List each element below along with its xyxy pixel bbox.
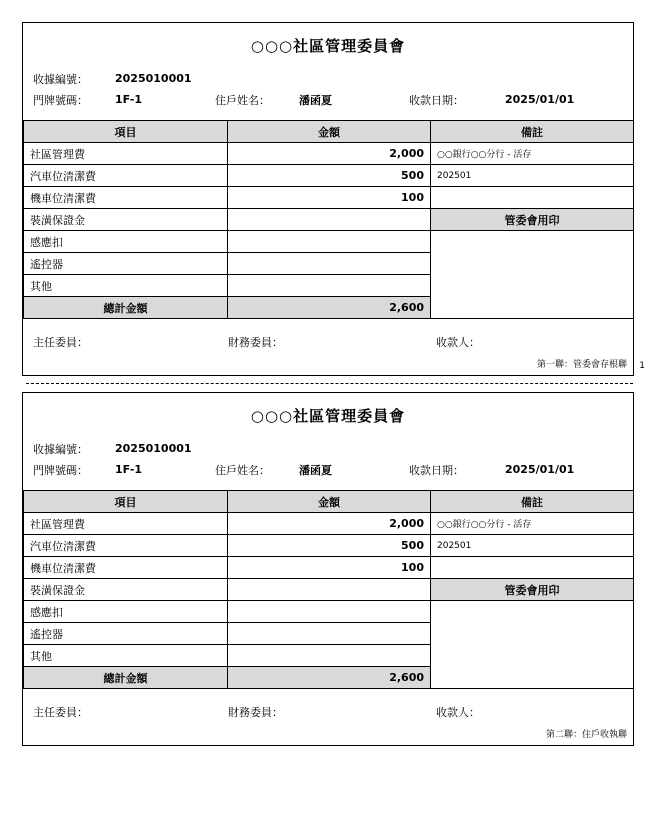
receipt-meta-block [23, 68, 633, 120]
chair-signature-label: 主任委員： [33, 706, 88, 719]
col-header-item: 項目 [24, 491, 228, 513]
total-label: 總計金額 [24, 667, 228, 689]
note-bank: ○○銀行○○分行 - 活存 [431, 513, 634, 535]
door-value: 1F-1 [115, 463, 143, 476]
table-row [24, 143, 634, 165]
meta-row-door-resident-date [23, 459, 633, 480]
door-label: 門牌號碼： [33, 93, 88, 107]
item-label: 感應扣 [24, 231, 228, 253]
resident-value: 潘函夏 [299, 93, 332, 107]
item-label: 裝潢保證金 [24, 579, 228, 601]
resident-value: 潘函夏 [299, 463, 332, 477]
note-empty [431, 187, 634, 209]
note-bank: ○○銀行○○分行 - 活存 [431, 143, 634, 165]
table-row [24, 231, 634, 253]
table-row [24, 557, 634, 579]
table-header-row [24, 121, 634, 143]
col-header-item: 項目 [24, 121, 228, 143]
meta-row-receipt-no [23, 438, 633, 459]
stamp-area [431, 231, 634, 319]
item-amount [228, 579, 431, 601]
item-amount [228, 601, 431, 623]
resident-label: 住戶姓名： [215, 463, 270, 477]
receipt-title: ○○○社區管理委員會 [250, 407, 406, 425]
item-amount: 500 [228, 165, 431, 187]
item-amount: 100 [228, 187, 431, 209]
date-value: 2025/01/01 [505, 463, 575, 476]
copy-label: 第二聯：住戶收執聯 [545, 730, 627, 740]
col-header-note: 備註 [431, 121, 634, 143]
item-label: 社區管理費 [24, 143, 228, 165]
item-amount: 2,000 [228, 513, 431, 535]
col-header-note: 備註 [431, 491, 634, 513]
item-amount [228, 253, 431, 275]
table-row [24, 535, 634, 557]
date-label: 收款日期： [409, 93, 464, 107]
cut-line-divider [22, 376, 635, 392]
resident-label: 住戶姓名： [215, 93, 270, 107]
meta-row-receipt-no [23, 68, 633, 89]
date-value: 2025/01/01 [505, 93, 575, 106]
meta-row-door-resident-date [23, 89, 633, 110]
item-amount [228, 623, 431, 645]
item-label: 其他 [24, 645, 228, 667]
item-label: 機車位清潔費 [24, 557, 228, 579]
fee-table [23, 120, 634, 319]
item-label: 感應扣 [24, 601, 228, 623]
total-label: 總計金額 [24, 297, 228, 319]
stamp-area [431, 601, 634, 689]
table-row [24, 579, 634, 601]
item-label: 其他 [24, 275, 228, 297]
item-label: 汽車位清潔費 [24, 165, 228, 187]
table-header-row [24, 491, 634, 513]
receipt-copy-2 [22, 392, 634, 746]
note-period: 202501 [431, 535, 634, 557]
receipt-no-value: 2025010001 [115, 442, 192, 455]
door-label: 門牌號碼： [33, 463, 88, 477]
item-amount [228, 231, 431, 253]
finance-signature-label: 財務委員： [228, 706, 283, 719]
receipt-meta-block [23, 438, 633, 490]
stamp-header: 管委會用印 [431, 579, 634, 601]
receiver-signature-label: 收款人： [436, 706, 480, 719]
item-label: 裝潢保證金 [24, 209, 228, 231]
col-header-amount: 金額 [228, 121, 431, 143]
col-header-amount: 金額 [228, 491, 431, 513]
item-amount: 100 [228, 557, 431, 579]
chair-signature-label: 主任委員： [33, 336, 88, 349]
item-amount: 2,000 [228, 143, 431, 165]
receipt-title: ○○○社區管理委員會 [250, 37, 406, 55]
fee-table [23, 490, 634, 689]
note-empty [431, 557, 634, 579]
table-row [24, 187, 634, 209]
item-label: 遙控器 [24, 253, 228, 275]
receipt-copy-1 [22, 22, 645, 376]
stamp-header: 管委會用印 [431, 209, 634, 231]
item-amount [228, 275, 431, 297]
item-label: 機車位清潔費 [24, 187, 228, 209]
table-row [24, 209, 634, 231]
date-label: 收款日期： [409, 463, 464, 477]
signature-block [23, 319, 633, 357]
receiver-signature-label: 收款人： [436, 336, 480, 349]
item-label: 遙控器 [24, 623, 228, 645]
table-row [24, 165, 634, 187]
item-label: 社區管理費 [24, 513, 228, 535]
total-amount: 2,600 [228, 667, 431, 689]
item-label: 汽車位清潔費 [24, 535, 228, 557]
table-row [24, 601, 634, 623]
table-row [24, 513, 634, 535]
total-amount: 2,600 [228, 297, 431, 319]
door-value: 1F-1 [115, 93, 143, 106]
item-amount [228, 209, 431, 231]
receipt-no-label: 收據編號： [33, 442, 88, 456]
note-period: 202501 [431, 165, 634, 187]
signature-block [23, 689, 633, 727]
item-amount: 500 [228, 535, 431, 557]
copy-label: 第一聯：管委會存根聯 [536, 360, 627, 370]
page-marker: 1 [639, 361, 645, 371]
receipt-no-value: 2025010001 [115, 72, 192, 85]
item-amount [228, 645, 431, 667]
receipt-no-label: 收據編號： [33, 72, 88, 86]
finance-signature-label: 財務委員： [228, 336, 283, 349]
